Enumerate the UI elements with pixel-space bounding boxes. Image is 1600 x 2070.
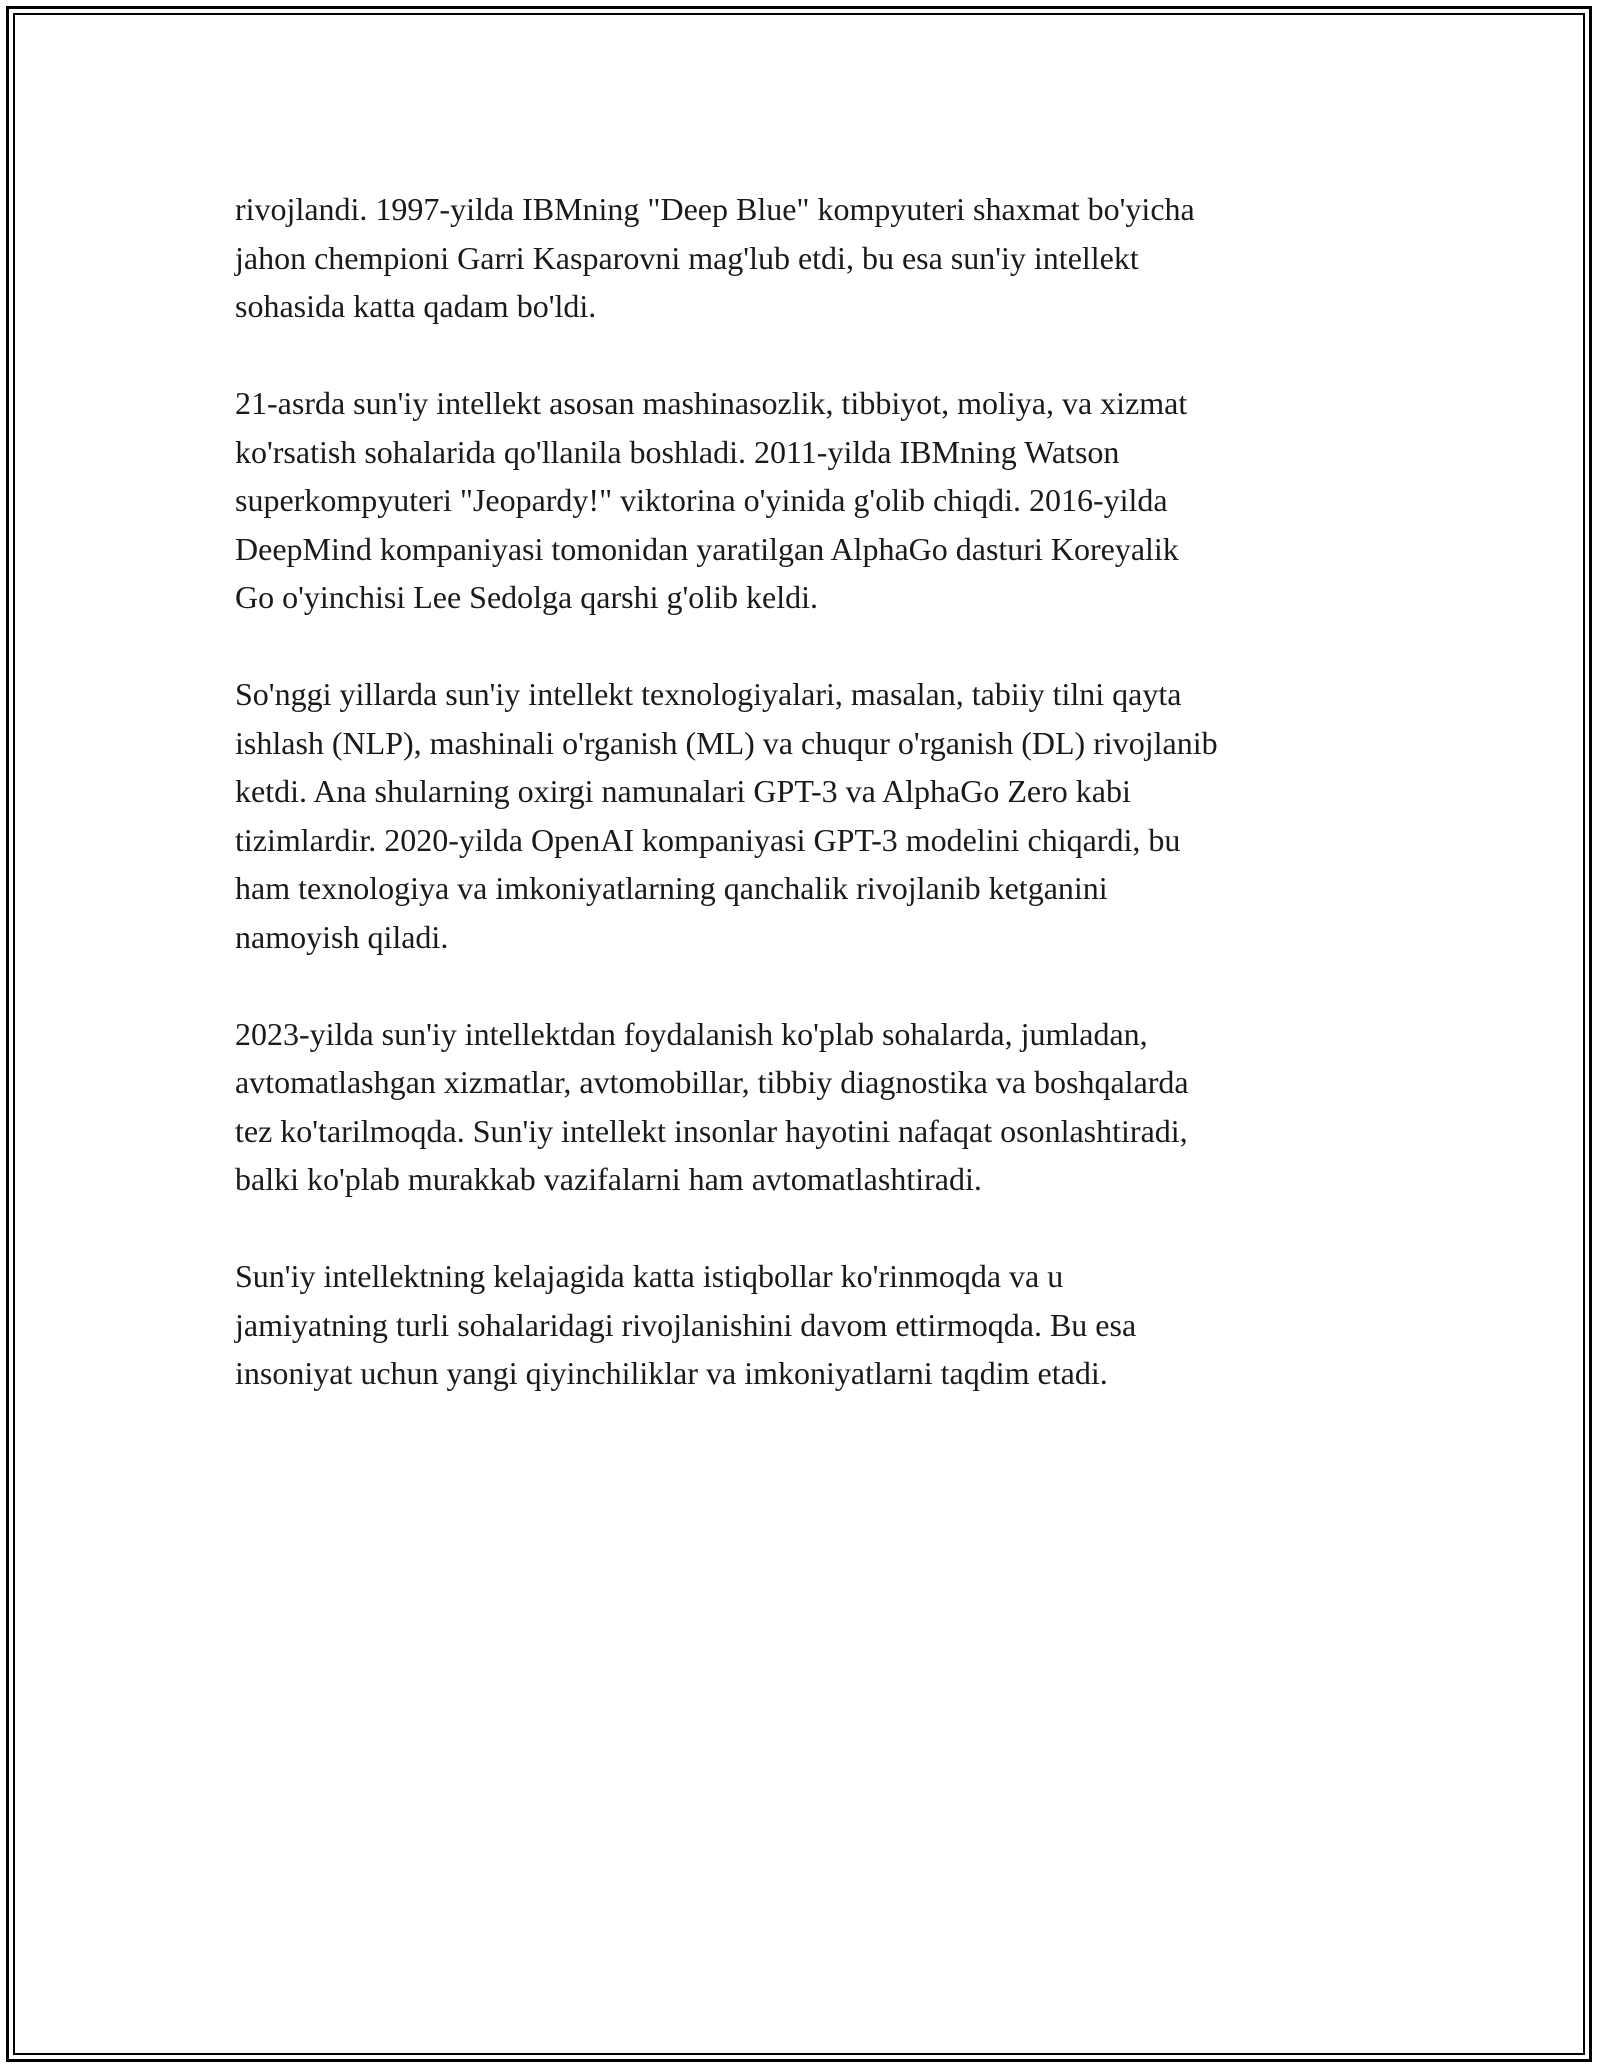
paragraph-3: So'nggi yillarda sun'iy intellekt texnologiyalari, masalan, tabiiy tilni qayta ishlash (NLP), mashinali o'rganish (ML) va chuqur o'rganish (DL) rivojlanib ketdi. Ana shularning oxirgi namunalari GPT-3 va AlphaGo Zero kabi tizimlardir. 2020-yilda OpenAI kompaniyasi GPT-3 modelini chiqardi, bu ham texnologiya va imkoniyatlarning qanchalik rivojlanib ketganini namoyish qiladi. xyxy=(235,676,1218,955)
paragraph-1: rivojlandi. 1997-yilda IBMning "Deep Blue" kompyuteri shaxmat bo'yicha jahon chempioni Garri Kasparovni mag'lub etdi, bu esa sun'iy intellekt sohasida katta qadam bo'ldi. xyxy=(235,191,1195,324)
paragraph-2: 21-asrda sun'iy intellekt asosan mashinasozlik, tibbiyot, moliya, va xizmat ko'rsatish sohalarida qo'llanila boshladi. 2011-yilda IBMning Watson superkompyuteri "Jeopardy!" viktorina o'yinida g'olib chiqdi. 2016-yilda DeepMind kompaniyasi tomonidan yaratilgan AlphaGo dasturi Koreyalik Go o'yinchisi Lee Sedolga qarshi g'olib keldi. xyxy=(235,385,1188,615)
paragraph-4: 2023-yilda sun'iy intellektdan foydalanish ko'plab sohalarda, jumladan, avtomatlashgan xizmatlar, avtomobillar, tibbiy diagnostika va boshqalarda tez ko'tarilmoqda. Sun'iy intellekt insonlar hayotini nafaqat osonlashtiradi, balki ko'plab murakkab vazifalarni ham avtomatlashtiradi. xyxy=(235,1015,1189,1197)
document-body xyxy=(235,185,1375,1446)
paragraph-5: Sun'iy intellektning kelajagida katta istiqbollar ko'rinmoqda va u jamiyatning turli sohalaridagi rivojlanishini davom ettirmoqda. Bu esa insoniyat uchun yangi qiyinchiliklar va imkoniyatlarni taqdim etadi. xyxy=(235,1258,1137,1391)
